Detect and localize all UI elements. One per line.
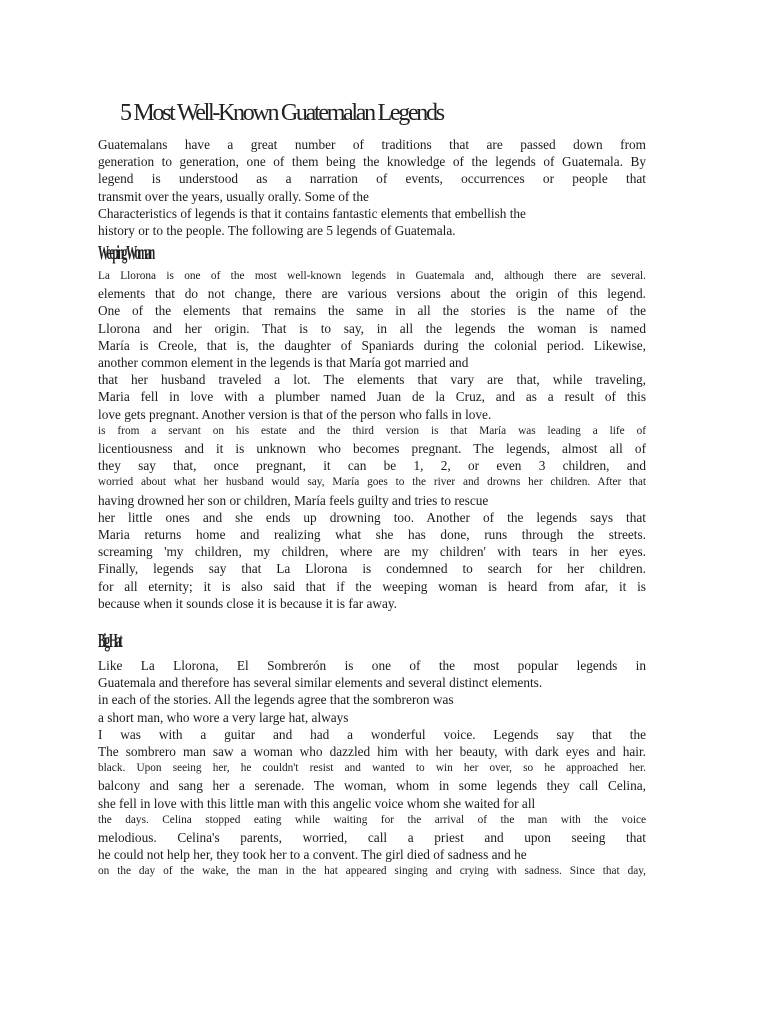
text-line: worried about what her husband would say, María goes to the river and drowns her children. After that [98,476,646,489]
text-line: The sombrero man saw a woman who dazzled him with her beauty, with dark eyes and hair. [98,744,646,760]
text-line: balcony and sang her a serenade. The woman, whom in some legends they call Celina, [98,778,646,794]
text-line: Characteristics of legends is that it contains fantastic elements that embellish the [98,205,526,221]
document-title: 5 Most Well-Known Guatemalan Legends [120,100,443,126]
text-line: screaming 'my children, my children, where are my children' with tears in her eyes. [98,544,646,560]
text-line: One of the elements that remains the same in all the stories is the name of the [98,303,646,319]
intro-paragraph [98,136,646,239]
text-line: a short man, who wore a very large hat, always [98,709,349,725]
text-line: because when it sounds close it is because it is far away. [98,595,397,611]
section-heading-big-hat: Big Hat [98,630,121,652]
text-line: love gets pregnant. Another version is that of the person who falls in love. [98,406,492,422]
text-line: having drowned her son or children, María feels guilty and tries to rescue [98,492,489,508]
text-line: elements that do not change, there are various versions about the origin of this legend. [98,286,646,302]
text-line: for all eternity; it is also said that if the weeping woman is heard from afar, it is [98,578,646,594]
text-line: she fell in love with this little man with this angelic voice whom she waited for all [98,795,536,811]
text-line: another common element in the legends is that María got married and [98,355,469,371]
section-paragraph-weeping-woman [98,268,646,612]
text-line: transmit over the years, usually orally. Some of the [98,188,369,204]
text-line: generation to generation, one of them being the knowledge of the legends of Guatemala. By [98,154,646,170]
text-line: he could not help her, they took her to a convent. The girl died of sadness and he [98,847,527,863]
text-line: María is Creole, that is, the daughter of Spaniards during the colonial period. Likewise, [98,337,646,353]
text-line: La Llorona is one of the most well-known legends in Guatemala and, although there are several. [98,270,646,282]
text-line: the days. Celina stopped eating while waiting for the arrival of the man with the voice [98,813,646,826]
text-line: Guatemala and therefore has several similar elements and several distinct elements. [98,675,543,691]
text-line: Guatemalans have a great number of traditions that are passed down from [98,137,646,152]
text-line: in each of the stories. All the legends agree that the sombreron was [98,692,454,708]
text-line: Maria fell in love with a plumber named Juan de la Cruz, and as a result of this [98,389,646,405]
text-line: on the day of the wake, the man in the hat appeared singing and crying with sadness. Since that day, [98,865,646,878]
text-line: legend is understood as a narration of events, occurrences or people that [98,171,646,187]
text-line: her little ones and she ends up drowning too. Another of the legends says that [98,509,646,525]
text-line: licentiousness and it is unknown who becomes pregnant. The legends, almost all of [98,441,646,457]
text-line: that her husband traveled a lot. The elements that vary are that, while traveling, [98,372,646,388]
text-line: I was with a guitar and had a wonderful voice. Legends say that the [98,726,646,742]
text-line: Like La Llorona, El Sombrerón is one of the most popular legends in [98,658,646,673]
text-line: Finally, legends say that La Llorona is condemned to search for her children. [98,561,646,577]
section-heading-weeping-woman: Weeping Woman [98,242,154,264]
text-line: history or to the people. The following are 5 legends of Guatemala. [98,223,456,239]
text-line: Maria returns home and realizing what she has done, runs through the streets. [98,527,646,543]
section-paragraph-big-hat [98,657,646,881]
text-line: is from a servant on his estate and the third version is that María was leading a life of [98,424,646,437]
text-line: melodious. Celina's parents, worried, call a priest and upon seeing that [98,830,646,846]
text-line: they say that, once pregnant, it can be 1, 2, or even 3 children, and [98,458,646,474]
text-line: Llorona and her origin. That is to say, in all the legends the woman is named [98,320,646,336]
text-line: black. Upon seeing her, he couldn't resist and wanted to win her over, so he approached her. [98,762,646,775]
